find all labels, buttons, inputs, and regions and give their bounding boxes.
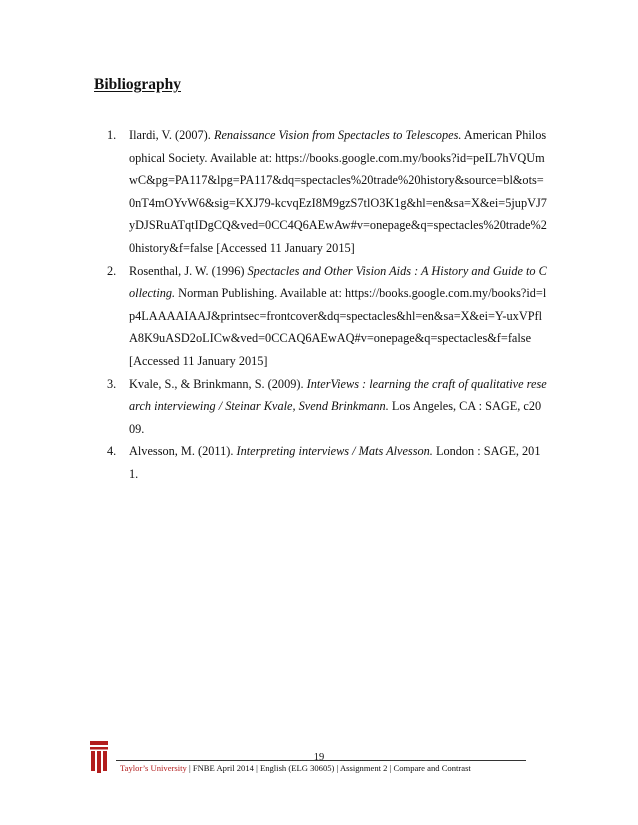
footer-course-info: | FNBE April 2014 | English (ELG 30605) | Assignment 2 | Compare and Contrast xyxy=(186,763,471,773)
taylors-university-logo-icon xyxy=(90,741,108,773)
bibliography-entry xyxy=(107,260,547,373)
entry-authors: Rosenthal, J. W. (1996) xyxy=(129,263,248,278)
entry-number: 4. xyxy=(107,444,117,459)
entry-details: Norman Publishing. Available at: https://books.google.com.my/books?id=lp4LAAAAIAAJ&printsec=frontcover&dq=spectacles&hl=en&sa=X&ei=Y-uxVPflA8K9uASD2oLICw&ved=0CCAQ6AEwAQ#v=onepage&q=spectacles&f=false [Accessed 11 January 2015] xyxy=(129,286,547,368)
page-heading: Bibliography xyxy=(94,76,181,93)
entry-authors: Alvesson, M. (2011). xyxy=(129,444,237,459)
entry-text xyxy=(129,444,540,481)
entry-number: 2. xyxy=(107,263,117,278)
bibliography-entry xyxy=(107,440,547,485)
entry-text xyxy=(129,377,547,436)
bibliography-entry xyxy=(107,124,547,260)
footer-divider xyxy=(116,760,526,761)
entry-title: Spectacles and Other Vision Aids : A History and Guide to Collecting. xyxy=(129,263,547,301)
entry-number: 1. xyxy=(107,128,117,142)
bibliography-entry xyxy=(107,373,547,441)
entry-title: InterViews : learning the craft of qualitative research interviewing / Steinar Kvale, Svend Brinkmann. xyxy=(129,376,547,414)
entry-number: 3. xyxy=(107,376,117,391)
entry-text xyxy=(129,128,547,255)
page-number: 19 xyxy=(313,752,325,763)
entry-details: American Philosophical Society. Available at: https://books.google.com.my/books?id=peIL7hVQUmwC&pg=PA117&lpg=PA117&dq=spectacles%20trade%20history&source=bl&ots=0nT4mOYvW6&sig=KXJ79-kcvqEzI8M9gzS7tlO3K1g&hl=en&sa=X&ei=5jupVJ7yDJSRuATqtIDgCQ&ved=0CC4Q6AEwAw#v=onepage&q=spectacles%20trade%20history&f=false [Accessed 11 January 2015] xyxy=(129,128,547,255)
bibliography-list xyxy=(107,124,547,486)
entry-title: Renaissance Vision from Spectacles to Telescopes. xyxy=(213,128,462,142)
footer-brand: Taylor’s University xyxy=(120,763,187,773)
entry-authors: Ilardi, V. (2007). xyxy=(129,128,214,142)
entry-text xyxy=(129,264,547,368)
entry-details: Los Angeles, CA : SAGE, c2009. xyxy=(129,399,542,436)
entry-title: Interpreting interviews / Mats Alvesson. xyxy=(236,444,433,459)
entry-details: London : SAGE, 2011. xyxy=(129,444,541,481)
page-footer xyxy=(120,763,471,773)
entry-authors: Kvale, S., & Brinkmann, S. (2009). xyxy=(129,376,307,391)
